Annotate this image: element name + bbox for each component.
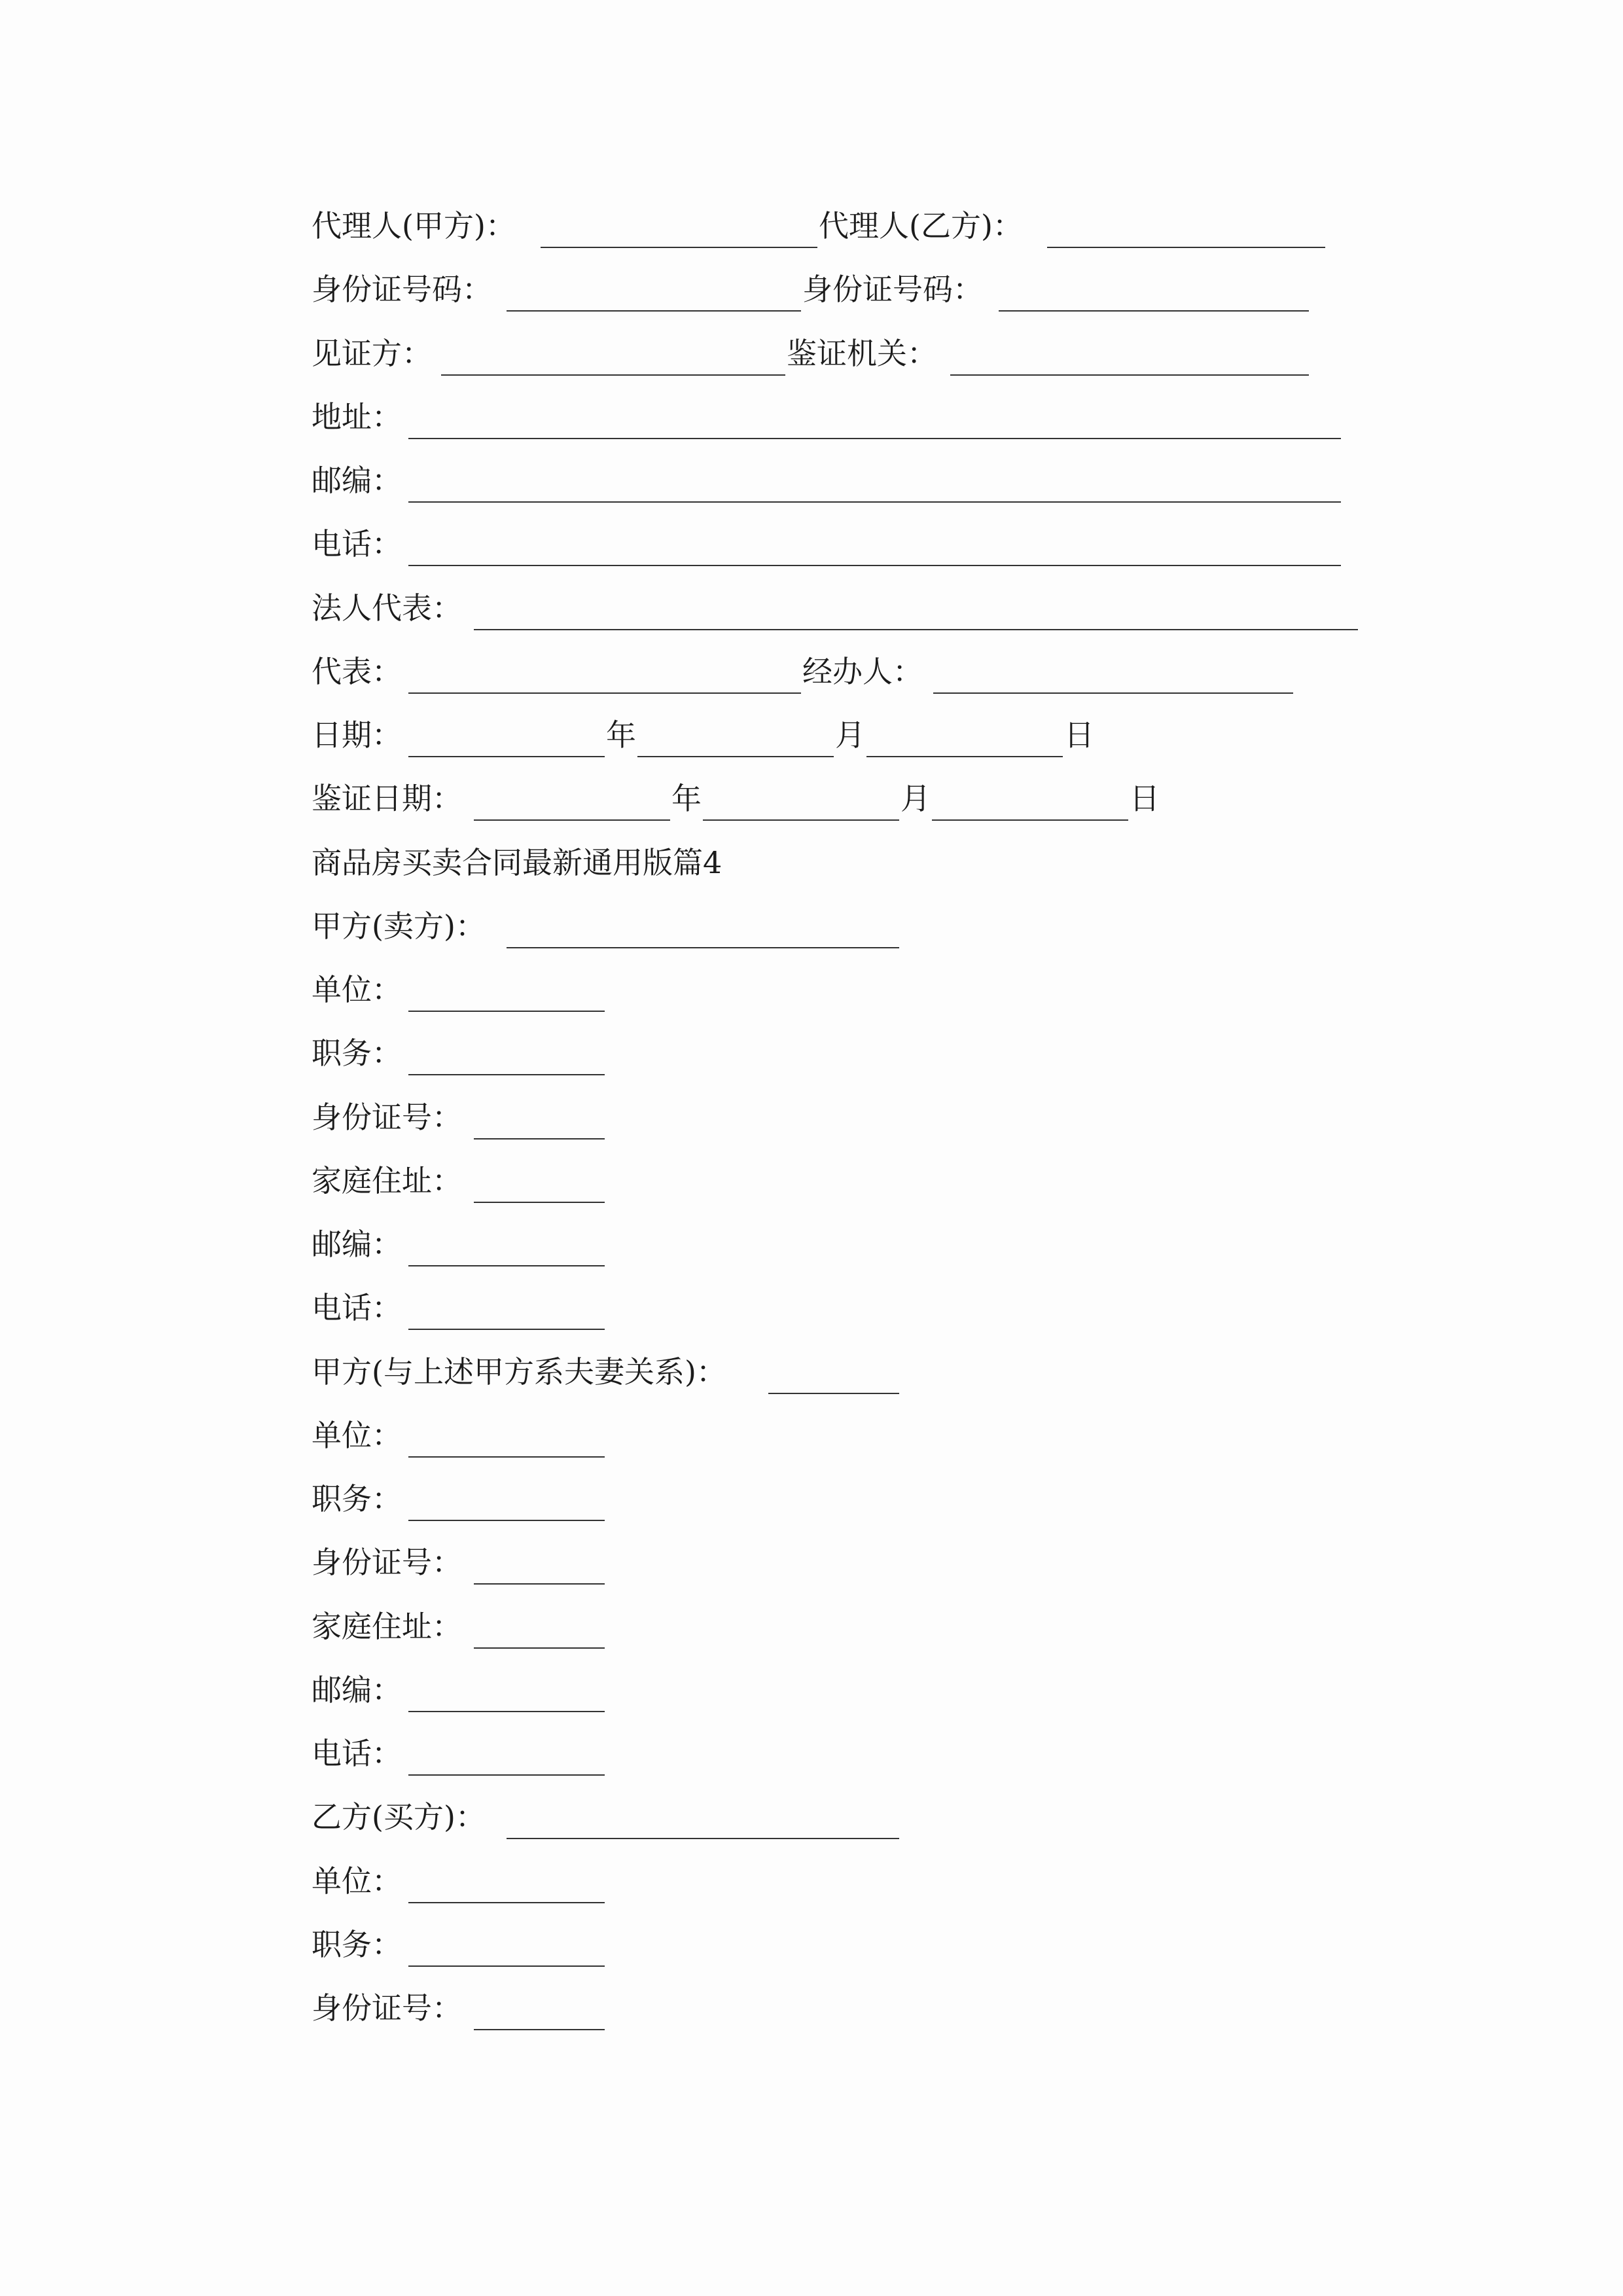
date-year-blank [408, 756, 605, 757]
phone-label: 电话： [312, 526, 402, 562]
agent-a-label: 代理人(甲方)： [312, 208, 516, 243]
witness-blank [441, 374, 785, 376]
seller-postcode-label: 邮编： [312, 1227, 402, 1262]
witness-label: 见证方： [312, 336, 432, 371]
seller-position-blank [408, 1074, 605, 1075]
spouse-postcode-blank [408, 1711, 605, 1712]
buyer-name-blank [507, 1838, 899, 1839]
handler-label: 经办人： [802, 654, 923, 689]
authority-blank [950, 374, 1309, 376]
date-year-label: 年 [606, 717, 636, 753]
rep-label: 代表： [312, 654, 402, 689]
spouse-id-label: 身份证号： [312, 1545, 462, 1580]
buyer-position-blank [408, 1965, 605, 1967]
date-day-label: 日 [1064, 717, 1094, 753]
agent-b-blank [1047, 247, 1325, 248]
legal-rep-label: 法人代表： [312, 590, 462, 626]
verify-year-label: 年 [671, 781, 702, 816]
verify-day-blank [932, 819, 1128, 821]
spouse-home-label: 家庭住址： [312, 1609, 462, 1644]
spouse-name-blank [768, 1393, 899, 1394]
spouse-unit-label: 单位： [312, 1418, 402, 1453]
verify-month-blank [703, 819, 899, 821]
address-label: 地址： [312, 399, 402, 435]
buyer-id-label: 身份证号： [312, 1990, 462, 2026]
seller-id-blank [474, 1138, 605, 1139]
verify-month-label: 月 [901, 781, 931, 816]
seller-unit-blank [408, 1011, 605, 1012]
spouse-id-blank [474, 1583, 605, 1585]
verify-date-label: 鉴证日期： [312, 781, 462, 816]
id-b-blank [999, 310, 1309, 312]
spouse-phone-blank [408, 1774, 605, 1776]
date-month-blank [637, 756, 834, 757]
seller-unit-label: 单位： [312, 972, 402, 1007]
seller-position-label: 职务： [312, 1035, 402, 1071]
buyer-unit-label: 单位： [312, 1863, 402, 1899]
postcode-label: 邮编： [312, 463, 402, 498]
date-label: 日期： [312, 717, 402, 753]
id-b-label: 身份证号码： [802, 272, 983, 307]
rep-blank [408, 692, 801, 694]
verify-year-blank [474, 819, 670, 821]
seller-home-label: 家庭住址： [312, 1163, 462, 1198]
address-blank [408, 438, 1341, 439]
legal-rep-blank [474, 629, 1358, 630]
spouse-position-label: 职务： [312, 1481, 402, 1516]
section-title: 商品房买卖合同最新通用版篇4 [312, 845, 722, 880]
spouse-unit-blank [408, 1456, 605, 1458]
id-a-blank [507, 310, 801, 312]
verify-day-label: 日 [1130, 781, 1160, 816]
spouse-postcode-label: 邮编： [312, 1672, 402, 1708]
postcode-blank [408, 501, 1341, 503]
seller-name-blank [507, 947, 899, 948]
seller-phone-label: 电话： [312, 1290, 402, 1325]
date-month-label: 月 [835, 717, 865, 753]
spouse-position-blank [408, 1520, 605, 1521]
spouse-phone-label: 电话： [312, 1736, 402, 1771]
date-day-blank [866, 756, 1063, 757]
handler-blank [933, 692, 1293, 694]
authority-label: 鉴证机关： [787, 336, 937, 371]
seller-phone-blank [408, 1329, 605, 1330]
seller-heading: 甲方(卖方)： [312, 908, 486, 944]
buyer-id-blank [474, 2029, 605, 2030]
id-a-label: 身份证号码： [312, 272, 492, 307]
agent-b-label: 代理人(乙方)： [819, 208, 1023, 243]
spouse-heading: 甲方(与上述甲方系夫妻关系)： [312, 1354, 726, 1390]
buyer-heading: 乙方(买方)： [312, 1799, 486, 1835]
seller-postcode-blank [408, 1265, 605, 1266]
phone-blank [408, 565, 1341, 566]
buyer-position-label: 职务： [312, 1927, 402, 1962]
agent-a-blank [541, 247, 817, 248]
buyer-unit-blank [408, 1902, 605, 1903]
seller-home-blank [474, 1202, 605, 1203]
spouse-home-blank [474, 1647, 605, 1649]
seller-id-label: 身份证号： [312, 1100, 462, 1135]
